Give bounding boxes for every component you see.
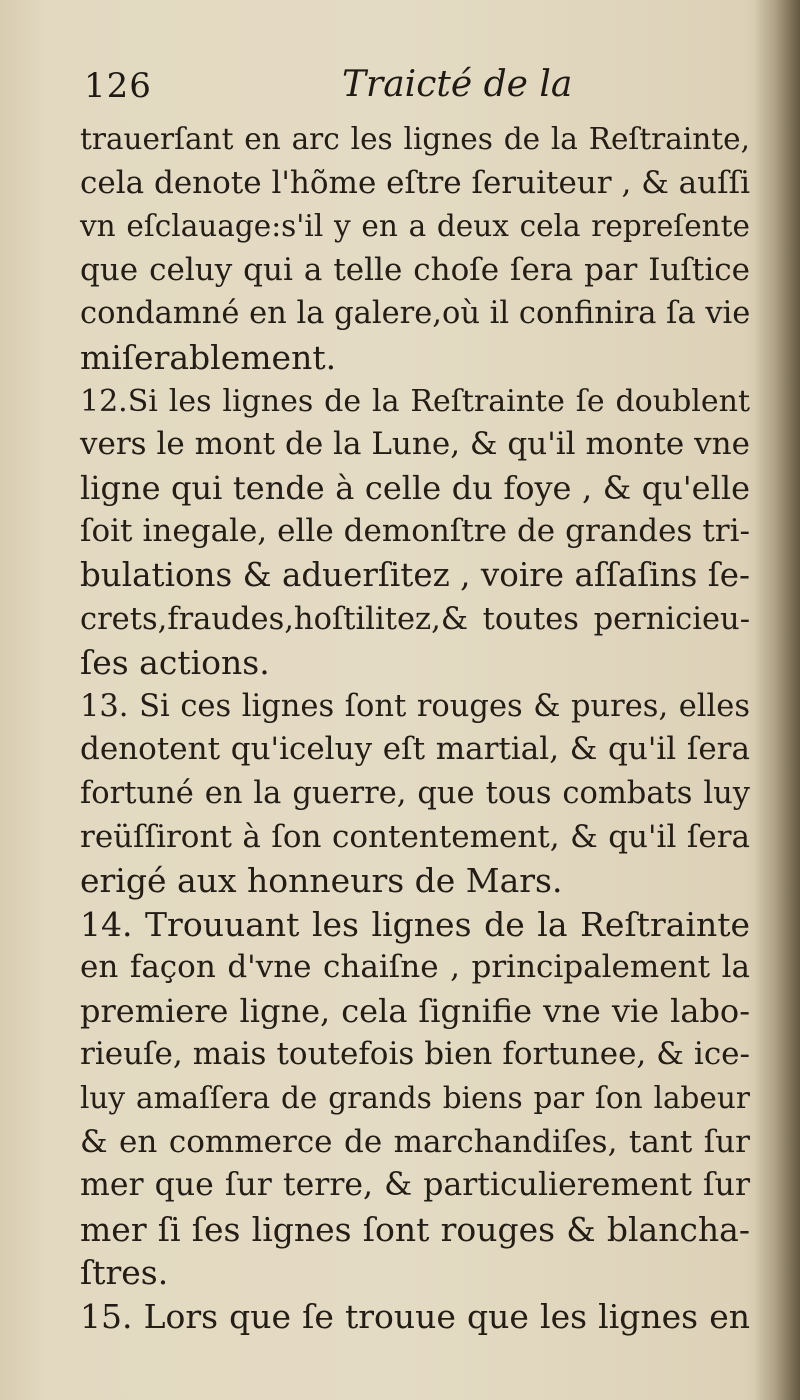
page-gutter-shadow [754,0,800,1400]
text-line: ſes actions. [80,643,270,683]
page-header [80,62,740,122]
text-line: condamné en la galere,où il confinira ſa vie [80,296,751,332]
text-line: ligne qui tende à celle du foye , & qu'elle [80,468,750,507]
text-line: vers le mont de la Lune, & qu'il monte vne [80,426,750,463]
text-line: reüſſiront à ſon contentement, & qu'il ſera [80,818,750,855]
text-line: en façon d'vne chaiſne , principalement la [80,949,750,986]
text-line: 12.Si les lignes de la Reſtrainte ſe doublent [80,383,750,419]
text-line: denotent qu'iceluy eſt martial, & qu'il ſera [80,731,750,768]
text-line: premiere ligne, cela ſignifie vne vie labo- [80,991,750,1030]
text-line: trauerſant en arc les lignes de la Reſtrainte, [80,122,750,156]
text-line: fortuné en la guerre, que tous combats luy [80,775,750,811]
text-line: erigé aux honneurs de Mars. [80,861,563,901]
body-text [80,118,750,1339]
text-line: bulations & aduerſitez , voire aſſaſins ſe- [80,555,750,594]
text-line: 14. Trouuant les lignes de la Reſtrainte [80,904,750,944]
text-line: vn eſclauage:s'il y en a deux cela repreſente [80,209,750,244]
text-line: & en commerce de marchandiſes, tant ſur [80,1123,750,1160]
text-line: ſoit inegale, elle demonſtre de grandes tri- [80,513,750,550]
text-line: ſtres. [80,1253,169,1293]
text-line: rieuſe, mais toutefois bien fortunee, & ice- [80,1036,750,1073]
text-line: 15. Lors que ſe trouue que les lignes en [80,1297,750,1337]
running-head: Traicté de la [342,64,573,105]
text-line: 13. Si ces lignes ſont rouges & pures, elles [80,688,750,724]
text-line: que celuy qui a telle choſe ſera par Iuſtice [80,251,750,288]
text-line: luy amaſſera de grands biens par ſon labeur [80,1081,750,1116]
text-line: cela denote l'hõme eſtre ſeruiteur , & auſſi [80,164,750,201]
text-line: mer que ſur terre, & particulierement ſur [80,1167,750,1204]
page-number: 126 [84,66,152,106]
text-line: mer ſi ſes lignes ſont rouges & blancha- [80,1209,750,1249]
text-line: miſerablement. [80,337,337,377]
text-line: crets,fraudes,hoſtilitez,& toutes pernicieu- [80,601,750,637]
